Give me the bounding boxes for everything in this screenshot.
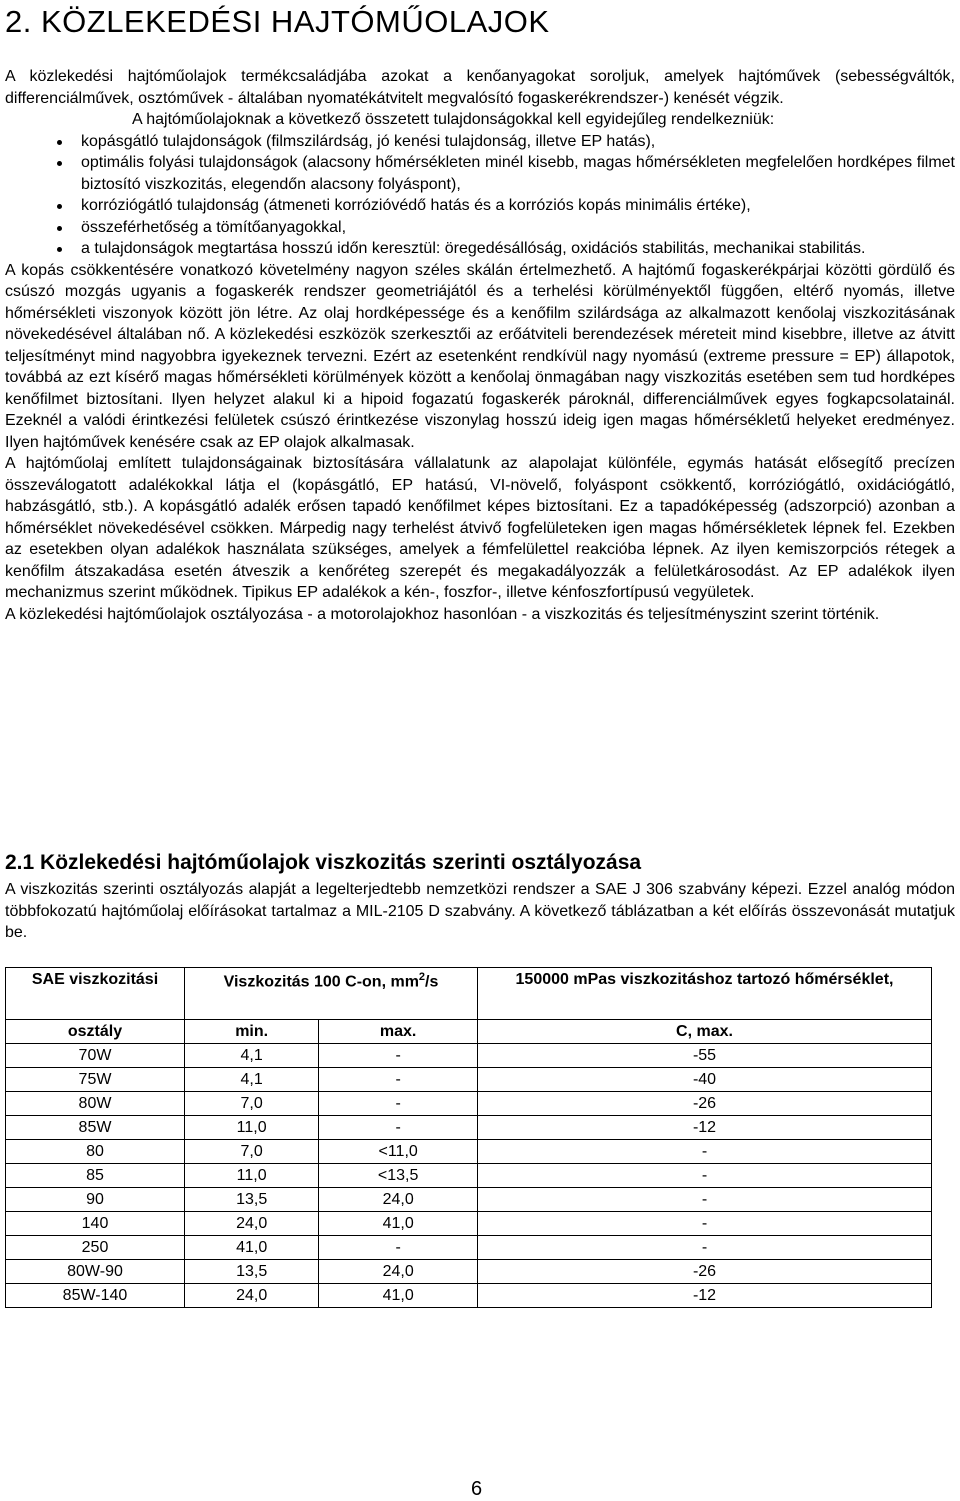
table-cell: 80W bbox=[6, 1092, 185, 1116]
table-cell: - bbox=[319, 1092, 478, 1116]
table-cell: 24,0 bbox=[319, 1260, 478, 1284]
bullet-icon bbox=[57, 204, 62, 209]
list-item-text: korróziógátló tulajdonság (átmeneti korrózióvédő hatás és a korróziós kopás minimális értéke), bbox=[81, 197, 751, 214]
table-body bbox=[6, 1044, 932, 1308]
table-cell: -40 bbox=[478, 1068, 932, 1092]
table-cell: 70W bbox=[6, 1044, 185, 1068]
table-cell: 80W-90 bbox=[6, 1260, 185, 1284]
bullet-icon bbox=[57, 140, 62, 145]
header-temp: 150000 mPas viszkozitáshoz tartozó hőmérséklet, bbox=[478, 968, 932, 1020]
list-item bbox=[5, 217, 955, 239]
table-cell: 85W-140 bbox=[6, 1284, 185, 1308]
list-item bbox=[5, 238, 955, 260]
table-cell: <13,5 bbox=[319, 1164, 478, 1188]
table-cell: 24,0 bbox=[185, 1284, 319, 1308]
table-cell: 24,0 bbox=[185, 1212, 319, 1236]
table-cell: 80 bbox=[6, 1140, 185, 1164]
table-cell: 41,0 bbox=[319, 1212, 478, 1236]
list-item bbox=[5, 195, 955, 217]
table-cell: - bbox=[319, 1116, 478, 1140]
table-cell: -26 bbox=[478, 1092, 932, 1116]
table-cell: 75W bbox=[6, 1068, 185, 1092]
intro-paragraph: A közlekedési hajtóműolajok termékcsaládjába azokat a kenőanyagokat soroljuk, amelyek hajtóművek (sebességváltók, differenciálművek, osztóművek - általában nyomatékátvitelt megvalósító fogaskerékrendszer-) kenését végzik. bbox=[5, 68, 955, 107]
list-item-text: kopásgátló tulajdonságok (filmszilárdság, jó kenési tulajdonság, illetve EP hatás), bbox=[81, 132, 656, 150]
table-cell: - bbox=[478, 1212, 932, 1236]
table-cell: 7,0 bbox=[185, 1092, 319, 1116]
list-item bbox=[5, 152, 955, 195]
table-row bbox=[6, 1188, 932, 1212]
header-max: max. bbox=[319, 1020, 478, 1044]
section-heading: 2.1 Közlekedési hajtóműolajok viszkozitás szerinti osztályozása bbox=[5, 851, 642, 874]
table-row bbox=[6, 1092, 932, 1116]
table-cell: -26 bbox=[478, 1260, 932, 1284]
table-cell: 85 bbox=[6, 1164, 185, 1188]
table-cell: 4,1 bbox=[185, 1044, 319, 1068]
table-cell: 4,1 bbox=[185, 1068, 319, 1092]
bullet-icon bbox=[57, 226, 62, 231]
table-row bbox=[6, 1068, 932, 1092]
body-paragraph: A hajtóműolaj említett tulajdonságainak biztosítására vállalatunk az alapolajat különféle, egymás hatását elősegítő precízen összeválogatott adalékokkal látja el (kopásgátló, EP hatású, VI-növelő, folyáspont csökkentő, korróziógátló, oxidációgátló, habzásgátló, stb.). A kopásgátló adalék erősen tapadó kenőfilmet képes biztosítani. Ez a tapadóképesség (adszorpció) azonban a hőmérséklet növekedésével csökken. Márpedig nagy terhelést átvivő fogfelületeken igen magas hőmérsékletek lépnek fel. Ezekben az esetekben olyan adalékok használata szükséges, amelyek a fémfelülettel reakcióba lépnek. Az ilyen kemiszorpciós rétegek a kenőfilm átszakadása esetén átveszik a kenőréteg szerepét és megakadályozzák a felületkárosodást. Az EP adalékok ilyen mechanizmus szerint működnek. Tipikus EP adalékok a kén-, foszfor-, illetve kénfoszfortípusú vegyületek. bbox=[5, 455, 955, 601]
header-viscosity-text: Viszkozitás 100 C-on, mm bbox=[223, 973, 419, 991]
list-item-text: a tulajdonságok megtartása hosszú időn keresztül: öregedésállóság, oxidációs stabilitás, mechanikai stabilitás. bbox=[81, 240, 866, 257]
viscosity-table bbox=[5, 967, 932, 1308]
header-viscosity-unit: /s bbox=[425, 973, 439, 991]
bullet-icon bbox=[57, 247, 62, 252]
bullet-icon bbox=[57, 161, 62, 166]
body-paragraph: A kopás csökkentésére vonatkozó követelmény nagyon széles skálán értelmezhető. A hajtómű fogaskerékpárjai közötti gördülő és csúszó mozgás ugyanis a fogaskerék rendszer geometriájától és a terhelési körülményektől függően, eltérő nyomás, illetve hőmérsékleti viszonyok között jön létre. Az olaj hordképessége és a kenőfilm szilárdsága az alkalmazott kenőolaj viszkozitásának növekedésével általában nő. A közlekedési eszközök szerkesztői az erőátviteli berendezések méreteit mind kisebbre, illetve az átvitt teljesítményt mind nagyobbra igyekeznek tervezni. Ezért az esetenként rendkívül nagy nyomású (extreme pressure = EP) állapotok, továbbá az ezt kísérő magas hőmérsékleti körülmények között a kenőolaj önmagában nagy viszkozitás esetében sem tud hordképes kenőfilmet biztosítani. Ilyen helyzet alakul ki a hipoid fogazatú fogaskerék pároknál, differenciálművek egyes fogkapcsolatainál. Ezeknél a valódi érintkezési felületek csúszó érintkezése viszonylag hosszú ideig igen magas hőmérsékletű helyeket eredményez. Ilyen hajtóművek kenésére csak az EP olajok alkalmasak. bbox=[5, 261, 955, 451]
table-cell: - bbox=[319, 1044, 478, 1068]
table-cell: - bbox=[478, 1164, 932, 1188]
table-cell: 13,5 bbox=[185, 1260, 319, 1284]
table-cell: - bbox=[478, 1236, 932, 1260]
table-cell: 24,0 bbox=[319, 1188, 478, 1212]
table-cell: 140 bbox=[6, 1212, 185, 1236]
table-cell: -55 bbox=[478, 1044, 932, 1068]
page-number: 6 bbox=[471, 1478, 483, 1500]
table-cell: 11,0 bbox=[185, 1116, 319, 1140]
table-cell: -12 bbox=[478, 1284, 932, 1308]
table-cell: <11,0 bbox=[319, 1140, 478, 1164]
table-cell: -12 bbox=[478, 1116, 932, 1140]
table-cell: - bbox=[478, 1140, 932, 1164]
header-viscosity-sup: 2 bbox=[418, 971, 426, 983]
table-cell: 85W bbox=[6, 1116, 185, 1140]
requirements-lead bbox=[5, 109, 955, 131]
table-cell: - bbox=[319, 1236, 478, 1260]
list-item bbox=[5, 131, 955, 153]
table-cell: 41,0 bbox=[185, 1236, 319, 1260]
table-cell: - bbox=[319, 1068, 478, 1092]
table-cell: 11,0 bbox=[185, 1164, 319, 1188]
table-cell: 7,0 bbox=[185, 1140, 319, 1164]
requirements-list bbox=[5, 131, 955, 260]
table-cell: 250 bbox=[6, 1236, 185, 1260]
intro-section bbox=[5, 66, 955, 625]
header-min: min. bbox=[185, 1020, 319, 1044]
section2-body bbox=[5, 879, 955, 944]
table-cell: 13,5 bbox=[185, 1188, 319, 1212]
table-row bbox=[6, 1044, 932, 1068]
header-sae: SAE viszkozitási bbox=[6, 968, 185, 1020]
body-paragraph: A közlekedési hajtóműolajok osztályozása - a motorolajokhoz hasonlóan - a viszkozitás és teljesítményszint szerint történik. bbox=[5, 605, 880, 623]
table-row bbox=[6, 1140, 932, 1164]
header-viscosity bbox=[185, 968, 478, 1020]
table-row bbox=[6, 1284, 932, 1308]
table-cell: - bbox=[478, 1188, 932, 1212]
table-row bbox=[6, 1260, 932, 1284]
table-row bbox=[6, 1212, 932, 1236]
table-row bbox=[6, 1236, 932, 1260]
table-row bbox=[6, 1164, 932, 1188]
page-title: 2. KÖZLEKEDÉSI HAJTÓMŰOLAJOK bbox=[5, 4, 550, 39]
table-row bbox=[6, 1116, 932, 1140]
requirements-lead-text: A hajtóműolajoknak a következő összetett tulajdonságokkal kell egyidejűleg rendelkezniük: bbox=[132, 111, 775, 128]
table-cell: 41,0 bbox=[319, 1284, 478, 1308]
list-item-text: összeférhetőség a tömítőanyagokkal, bbox=[81, 218, 347, 236]
header-sae-class: osztály bbox=[6, 1020, 185, 1044]
table-cell: 90 bbox=[6, 1188, 185, 1212]
header-temp-unit: C, max. bbox=[478, 1020, 932, 1044]
list-item-text: optimális folyási tulajdonságok (alacsony hőmérsékleten minél kisebb, magas hőmérsékleten megfelelően hordképes filmet biztosító viszkozitás, elegendőn alacsony folyáspont), bbox=[81, 154, 955, 193]
section2-paragraph: A viszkozitás szerinti osztályozás alapját a legelterjedtebb nemzetközi rendszer a SAE J 306 szabvány képezi. Ezzel analóg módon többfokozatú hajtóműolaj előírásokat tartalmaz a MIL-2105 D szabvány. A következő táblázatban a két előírás összevonását mutatjuk be. bbox=[5, 881, 955, 941]
